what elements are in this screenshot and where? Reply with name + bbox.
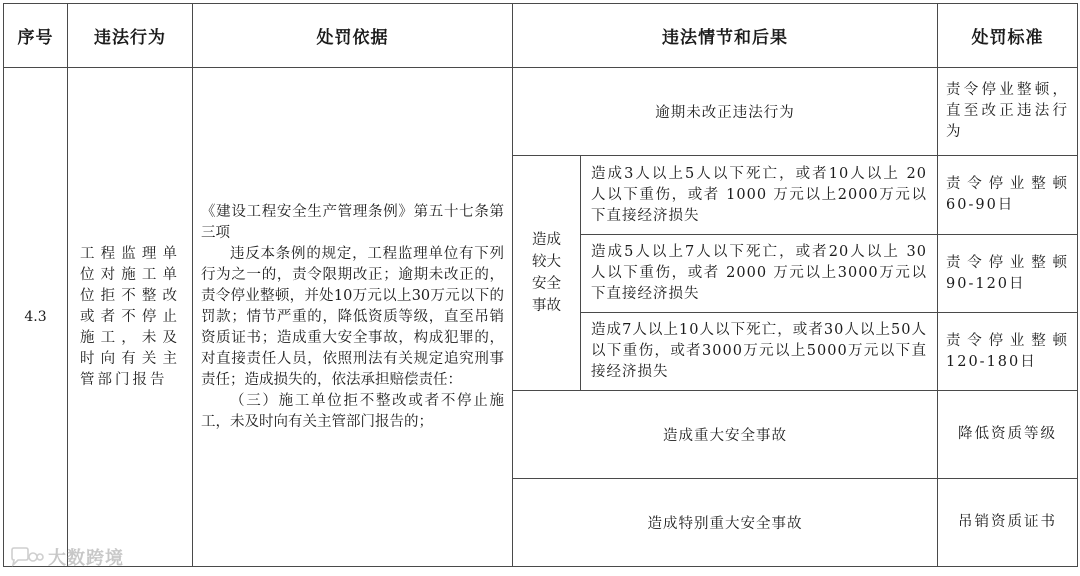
accident-group-cell <box>513 156 581 391</box>
outcome-standard-2: 责令停业整顿90-120日 <box>938 235 1078 313</box>
basis-cell <box>193 68 513 567</box>
outcome-situation-1: 造成3人以上5人以下死亡，或者10人以上 20 人以下重伤，或者 1000 万元以上2000万元以下直接经济损失 <box>581 156 938 235</box>
outcome-situation-4: 造成重大安全事故 <box>513 391 938 479</box>
watermark <box>8 544 124 570</box>
basis-item: （三）施工单位拒不整改或者不停止施工，未及时向有关主管部门报告的； <box>201 392 504 430</box>
outcome-standard-5: 吊销资质证书 <box>938 479 1078 567</box>
outcome-standard-3: 责令停业整顿120-180日 <box>938 313 1078 391</box>
header-situation: 违法情节和后果 <box>513 4 938 68</box>
chat-bubble-logo-icon <box>8 546 44 568</box>
seq-cell: 4.3 <box>4 68 68 567</box>
header-behavior: 违法行为 <box>68 4 193 68</box>
header-standard: 处罚标准 <box>938 4 1078 68</box>
watermark-text: 大数跨境 <box>48 548 124 569</box>
header-seq: 序号 <box>4 4 68 68</box>
outcome-standard-1: 责令停业整顿60-90日 <box>938 156 1078 235</box>
outcome-situation-2: 造成5人以上7人以下死亡，或者20人以上 30 人以下重伤，或者 2000 万元以上3000万元以下直接经济损失 <box>581 235 938 313</box>
table-row <box>4 68 1078 156</box>
outcome-situation-3: 造成7人以上10人以下死亡，或者30人以上50人以下重伤，或者3000万元以上5000万元以下直接经济损失 <box>581 313 938 391</box>
basis-citation: 《建设工程安全生产管理条例》第五十七条第三项 <box>201 203 504 241</box>
penalty-table <box>3 3 1078 567</box>
header-basis: 处罚依据 <box>193 4 513 68</box>
outcome-standard-4: 降低资质等级 <box>938 391 1078 479</box>
header-row <box>4 4 1078 68</box>
outcome-situation-0: 逾期未改正违法行为 <box>513 68 938 156</box>
accident-group-label: 造成较大安全事故 <box>532 232 561 314</box>
behavior-cell: 工程监理单位对施工单位拒不整改或者不停止施工，未及时向有关主管部门报告 <box>68 68 193 567</box>
penalty-table-wrapper <box>3 3 1078 567</box>
outcome-standard-0: 责令停业整顿，直至改正违法行为 <box>938 68 1078 156</box>
outcome-situation-5: 造成特别重大安全事故 <box>513 479 938 567</box>
basis-provision: 违反本条例的规定，工程监理单位有下列行为之一的，责令限期改正；逾期未改正的，责令停业整顿，并处10万元以上30万元以下的罚款；情节严重的，降低资质等级，直至吊销资质证书；造成重大安全事故，构成犯罪的，对直接责任人员，依照刑法有关规定追究刑事责任；造成损失的，依法承担赔偿责任： <box>201 245 504 388</box>
